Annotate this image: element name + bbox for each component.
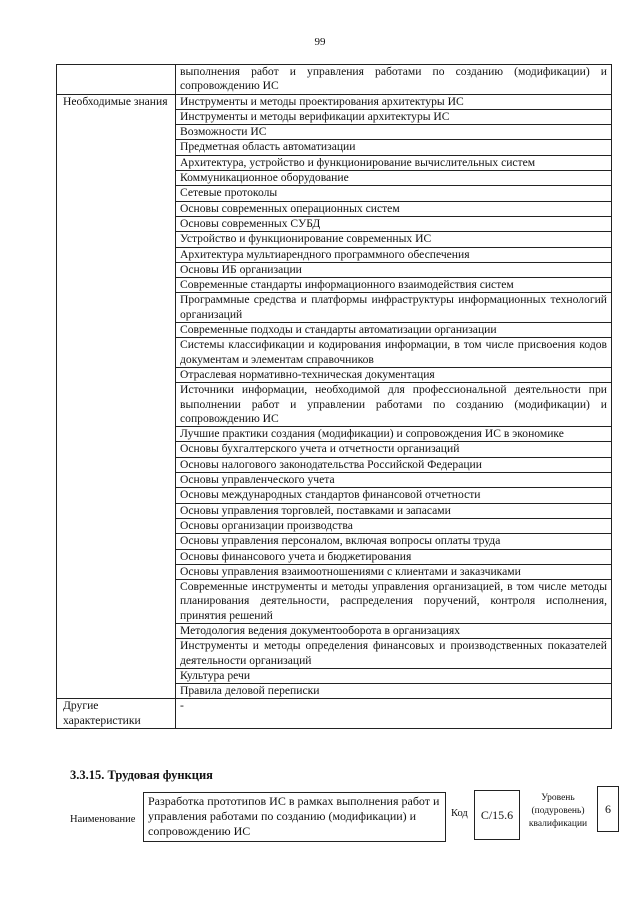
knowledge-item: Основы международных стандартов финансовой отчетности [176,488,612,503]
knowledge-item: Основы управления торговлей, поставками и запасами [176,503,612,518]
section-title: 3.3.15. Трудовая функция [70,768,213,782]
code-box: C/15.6 [474,790,520,840]
knowledge-item: Сетевые протоколы [176,186,612,201]
continuation-row [57,65,612,95]
knowledge-item: Основы управления взаимоотношениями с клиентами и заказчиками [176,564,612,579]
knowledge-item: Основы ИБ организации [176,262,612,277]
knowledge-item: Отраслевая нормативно-техническая документация [176,367,612,382]
knowledge-item: Современные подходы и стандарты автоматизации организации [176,323,612,338]
knowledge-table [56,64,612,729]
knowledge-item: Архитектура мультиарендного программного обеспечения [176,247,612,262]
knowledge-row [57,94,612,109]
knowledge-item: Основы финансового учета и бюджетирования [176,549,612,564]
knowledge-item: Основы управления персоналом, включая вопросы оплаты труда [176,534,612,549]
knowledge-item: Источники информации, необходимой для профессиональной деятельности при выполнении работ и управлении работами по созданию (модификации) и сопровождению ИС [176,383,612,427]
knowledge-item: Предметная область автоматизации [176,140,612,155]
knowledge-item: Основы организации производства [176,518,612,533]
knowledge-label: Необходимые знания [57,94,176,699]
code-label: Код [451,808,468,819]
knowledge-item: Инструменты и методы проектирования архитектуры ИС [176,94,612,109]
knowledge-item: Архитектура, устройство и функционирование вычислительных систем [176,155,612,170]
level-label: Уровень (подуровень) квалификации [528,793,588,829]
knowledge-item: Правила деловой переписки [176,684,612,699]
other-value: - [176,699,612,729]
knowledge-item: Инструменты и методы определения финансовых и производственных показателей деятельности организаций [176,639,612,669]
knowledge-item: Устройство и функционирование современных ИС [176,232,612,247]
function-name-box: Разработка прототипов ИС в рамках выполнения работ и управления работами по созданию (модификации) и сопровождению ИС [143,792,446,842]
knowledge-item: Лучшие практики создания (модификации) и сопровождения ИС в экономике [176,427,612,442]
knowledge-item: Возможности ИС [176,125,612,140]
name-label: Наименование [70,814,136,825]
knowledge-item: Современные инструменты и методы управления организацией, в том числе методы планирования деятельности, распределения поручений, контроля исполнения, принятия решений [176,580,612,624]
knowledge-item: Культура речи [176,668,612,683]
empty-label-cell [57,65,176,95]
knowledge-item: Основы налогового законодательства Российской Федерации [176,457,612,472]
knowledge-item: Системы классификации и кодирования информации, в том числе присвоения кодов документам и элементам справочников [176,338,612,368]
knowledge-item: Инструменты и методы верификации архитектуры ИС [176,109,612,124]
knowledge-item: Основы современных операционных систем [176,201,612,216]
knowledge-item: Коммуникационное оборудование [176,171,612,186]
knowledge-item: Методология ведения документооборота в организациях [176,623,612,638]
knowledge-item: Основы бухгалтерского учета и отчетности организаций [176,442,612,457]
page-number: 99 [314,36,326,48]
other-row [57,699,612,729]
other-label: Другие характеристики [57,699,176,729]
continuation-text: выполнения работ и управления работами по созданию (модификации) и сопровождению ИС [176,65,612,95]
knowledge-item: Программные средства и платформы инфраструктуры информационных технологий организаций [176,293,612,323]
knowledge-item: Современные стандарты информационного взаимодействия систем [176,278,612,293]
knowledge-item: Основы управленческого учета [176,473,612,488]
level-box: 6 [597,786,619,832]
knowledge-item: Основы современных СУБД [176,216,612,231]
